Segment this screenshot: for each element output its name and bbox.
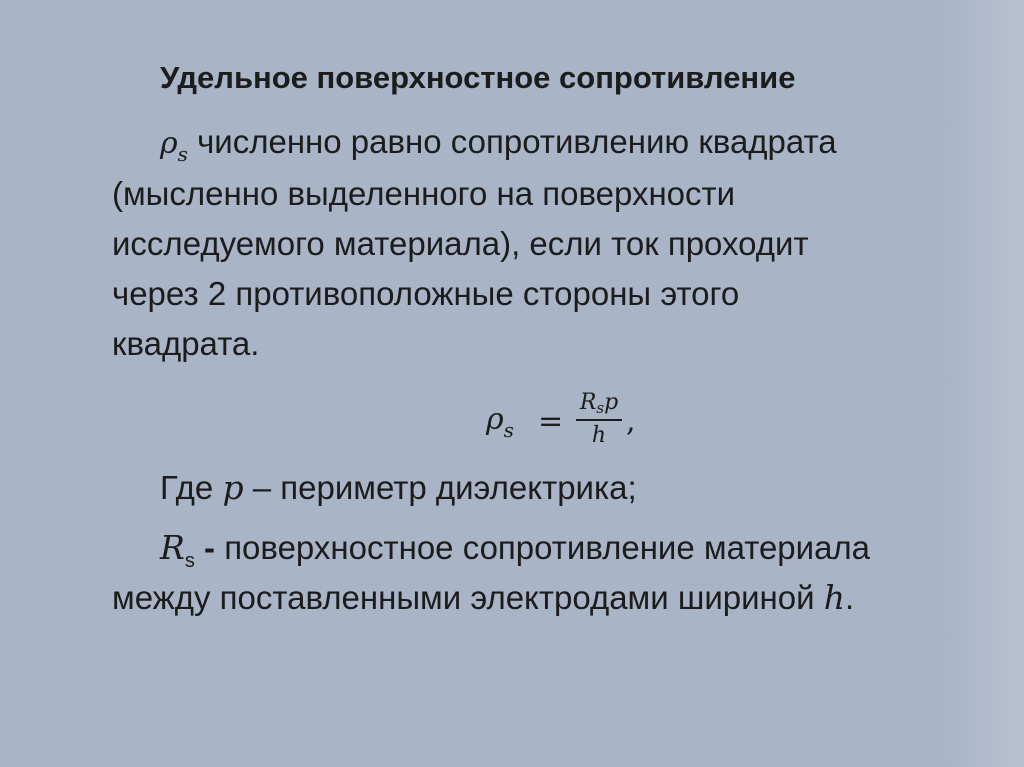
rs-dash: -	[194, 529, 225, 566]
formula-numerator	[572, 390, 626, 417]
definition-line-2: (мысленно выделенного на поверхности	[112, 175, 736, 212]
rs-line-2-end: .	[845, 579, 855, 616]
where-prefix: Где	[160, 469, 223, 506]
rs-line-2-text: между поставленными электродами шириной	[112, 579, 824, 616]
definition-line-4: через 2 противоположные стороны этого	[112, 275, 740, 312]
rho-subscript: s	[177, 142, 188, 166]
definition-line-5: квадрата.	[112, 325, 260, 362]
formula-lhs	[486, 402, 514, 442]
numerator-R: R	[579, 390, 597, 415]
definition-line-3: исследуемого материала), если ток проходит	[112, 225, 809, 262]
formula-comma: ,	[626, 404, 636, 439]
rs-line-1	[160, 528, 870, 573]
fraction-bar	[576, 419, 622, 421]
formula-equals: =	[538, 404, 564, 439]
rs-line-2-h: h	[823, 578, 845, 617]
slide-title: Удельное поверхностное сопротивление	[160, 60, 796, 95]
rs-text: поверхностное сопротивление материала	[224, 529, 871, 566]
formula-rho-sub: s	[503, 418, 514, 442]
formula-fraction	[572, 390, 626, 449]
rs-line-2	[112, 578, 854, 618]
definition-text-1: численно равно сопротивлению квадрата	[197, 123, 837, 160]
where-line	[160, 468, 637, 508]
rs-symbol: R	[160, 528, 185, 567]
formula-rho: ρ	[486, 402, 504, 437]
where-rest: – периметр диэлектрика;	[243, 469, 637, 506]
page-fold-shade	[944, 0, 1024, 767]
numerator-R-sub: s	[596, 399, 605, 417]
where-symbol-p: p	[222, 468, 244, 507]
definition-line-1	[160, 122, 837, 166]
rs-subscript: s	[184, 550, 195, 572]
numerator-p: p	[604, 390, 619, 415]
rho-symbol: ρ	[160, 126, 178, 161]
formula-denominator: h	[591, 423, 607, 448]
